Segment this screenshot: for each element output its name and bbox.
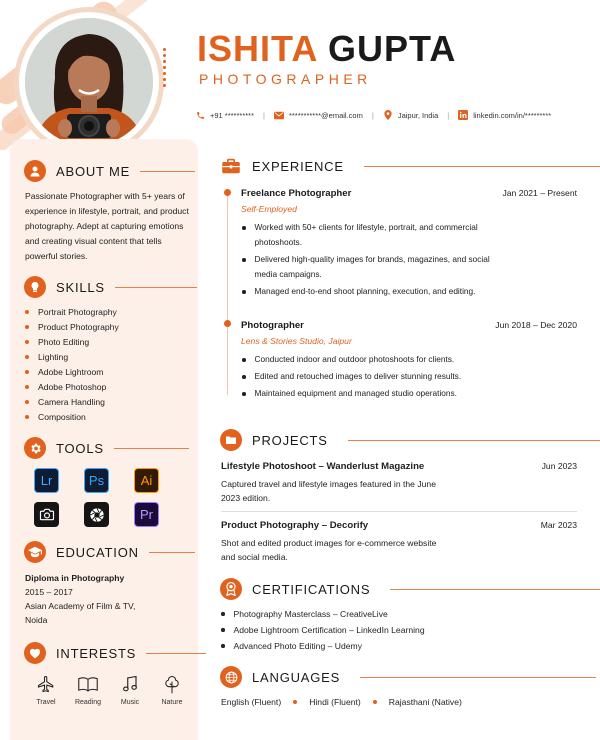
first-name: ISHITA	[197, 28, 317, 69]
school-name: Asian Academy of Film & TV,	[25, 601, 136, 611]
contact-bar	[195, 110, 551, 120]
tools-grid	[34, 468, 159, 527]
job-dates: Jun 2018 – Dec 2020	[495, 320, 577, 330]
timeline-dot	[224, 320, 231, 327]
list-item: Edited and retouched images to deliver stunning results.	[241, 369, 577, 384]
list-item: Adobe Photoshop	[25, 379, 119, 394]
language-item: Hindi (Fluent)	[309, 697, 361, 707]
list-item: Advanced Photo Editing – Udemy	[221, 638, 425, 654]
heading-rule	[364, 166, 600, 167]
phone-icon	[195, 110, 205, 120]
list-item: Conducted indoor and outdoor photoshoots for clients.	[241, 352, 577, 367]
heading-rule	[114, 448, 189, 449]
list-item: Photo Editing	[25, 334, 119, 349]
project-description: Captured travel and lifestyle images featured in the June 2023 edition.	[221, 479, 436, 503]
heading-rule	[115, 287, 197, 288]
about-heading: ABOUT ME	[24, 160, 195, 182]
location-pin-icon	[383, 110, 393, 120]
award-badge-icon	[220, 578, 242, 600]
globe-icon	[220, 666, 242, 688]
plane-icon	[37, 674, 55, 694]
interest-music: Music	[109, 674, 151, 706]
certifications-heading: CERTIFICATIONS	[220, 578, 600, 600]
list-item: Lighting	[25, 349, 119, 364]
divider	[221, 511, 577, 512]
job-entry	[241, 188, 577, 301]
job-dates: Jan 2021 – Present	[502, 188, 577, 198]
music-note-icon	[122, 674, 138, 694]
premiere-icon: Pr	[134, 502, 159, 527]
separator: |	[371, 110, 374, 120]
language-item: Rajasthani (Native)	[388, 697, 462, 707]
education-entry	[25, 571, 135, 627]
job-company: Self-Employed	[241, 204, 297, 214]
job-company: Lens & Stories Studio, Jaipur	[241, 336, 352, 346]
contact-location: Jaipur, India	[383, 110, 438, 120]
folder-icon	[220, 429, 242, 451]
heading-rule	[146, 653, 206, 654]
school-city: Noida	[25, 615, 48, 625]
contact-linkedin[interactable]: linkedin.com/in/*********	[458, 110, 551, 120]
list-item: Composition	[25, 409, 119, 424]
separator: |	[447, 110, 450, 120]
user-icon	[24, 160, 46, 182]
separator-dot	[293, 700, 297, 704]
heading-rule	[348, 440, 600, 441]
contact-phone[interactable]: +91 **********	[195, 110, 254, 120]
list-item: Camera Handling	[25, 394, 119, 409]
lightroom-icon: Lr	[34, 468, 59, 493]
interests-heading: INTERESTS	[24, 642, 206, 664]
aperture-icon	[84, 502, 109, 527]
job-entry	[241, 320, 577, 403]
education-years: 2015 – 2017	[25, 587, 73, 597]
skills-heading: SKILLS	[24, 276, 197, 298]
profile-photo	[25, 18, 153, 146]
decorative-dots	[160, 45, 172, 105]
about-text: Passionate Photographer with 5+ years of experience in lifestyle, portrait, and product photography. Adept at capturing emotions and creating visual content that tells powerful stories.	[25, 191, 189, 261]
graduation-cap-icon	[24, 541, 46, 563]
experience-heading: EXPERIENCE	[220, 155, 600, 177]
languages-heading: LANGUAGES	[220, 666, 596, 688]
camera-icon	[34, 502, 59, 527]
gear-icon	[24, 437, 46, 459]
heading-rule	[360, 677, 596, 678]
experience-timeline	[227, 195, 228, 395]
project-date: Jun 2023	[541, 461, 577, 471]
list-item: Photography Masterclass – CreativeLive	[221, 606, 425, 622]
book-icon	[78, 674, 98, 694]
left-sidebar	[10, 139, 198, 740]
certifications-list	[221, 606, 425, 654]
separator: |	[263, 110, 265, 120]
list-item: Delivered high-quality images for brands, magazines, and social media campaigns.	[241, 252, 577, 282]
list-item: Worked with 50+ clients for lifestyle, portrait, and commercial photoshoots.	[241, 220, 577, 250]
tree-icon	[163, 674, 181, 694]
interest-travel: Travel	[25, 674, 67, 706]
job-title: PHOTOGRAPHER	[199, 71, 372, 87]
degree: Diploma in Photography	[25, 573, 125, 583]
candidate-name	[197, 28, 456, 70]
list-item: Product Photography	[25, 319, 119, 334]
job-role: Freelance Photographer	[241, 188, 352, 199]
list-item: Managed end-to-end shoot planning, execution, and editing.	[241, 284, 577, 299]
job-role: Photographer	[241, 320, 304, 331]
heading-rule	[140, 171, 195, 172]
education-heading: EDUCATION	[24, 541, 195, 563]
language-item: English (Fluent)	[221, 697, 282, 707]
tools-heading: TOOLS	[24, 437, 189, 459]
list-item: Maintained equipment and managed studio operations.	[241, 386, 577, 401]
projects-heading: PROJECTS	[220, 429, 600, 451]
languages-list	[221, 697, 462, 707]
interest-reading: Reading	[67, 674, 109, 706]
last-name: GUPTA	[328, 28, 457, 69]
photoshop-icon: Ps	[84, 468, 109, 493]
skills-list	[25, 304, 119, 424]
interests-list	[25, 674, 193, 706]
heading-rule	[149, 552, 195, 553]
job-bullets	[241, 352, 577, 401]
interest-nature: Nature	[151, 674, 193, 706]
project-entry	[221, 520, 577, 564]
list-item: Adobe Lightroom	[25, 364, 119, 379]
briefcase-icon	[220, 155, 242, 177]
project-title: Product Photography – Decorify	[221, 520, 369, 531]
linkedin-icon	[458, 110, 468, 120]
job-bullets	[241, 220, 577, 299]
separator-dot	[373, 700, 377, 704]
list-item: Adobe Lightroom Certification – LinkedIn Learning	[221, 622, 425, 638]
heading-rule	[390, 589, 600, 590]
heart-icon	[24, 642, 46, 664]
project-description: Shot and edited product images for e-commerce website and social media.	[221, 538, 437, 562]
project-date: Mar 2023	[540, 520, 577, 530]
timeline-dot	[224, 189, 231, 196]
project-entry	[221, 461, 577, 505]
project-title: Lifestyle Photoshoot – Wanderlust Magazine	[221, 461, 425, 472]
illustrator-icon: Ai	[134, 468, 159, 493]
email-icon	[274, 110, 284, 120]
contact-email[interactable]: ***********@email.com	[274, 110, 363, 120]
lightbulb-icon	[24, 276, 46, 298]
list-item: Portrait Photography	[25, 304, 119, 319]
